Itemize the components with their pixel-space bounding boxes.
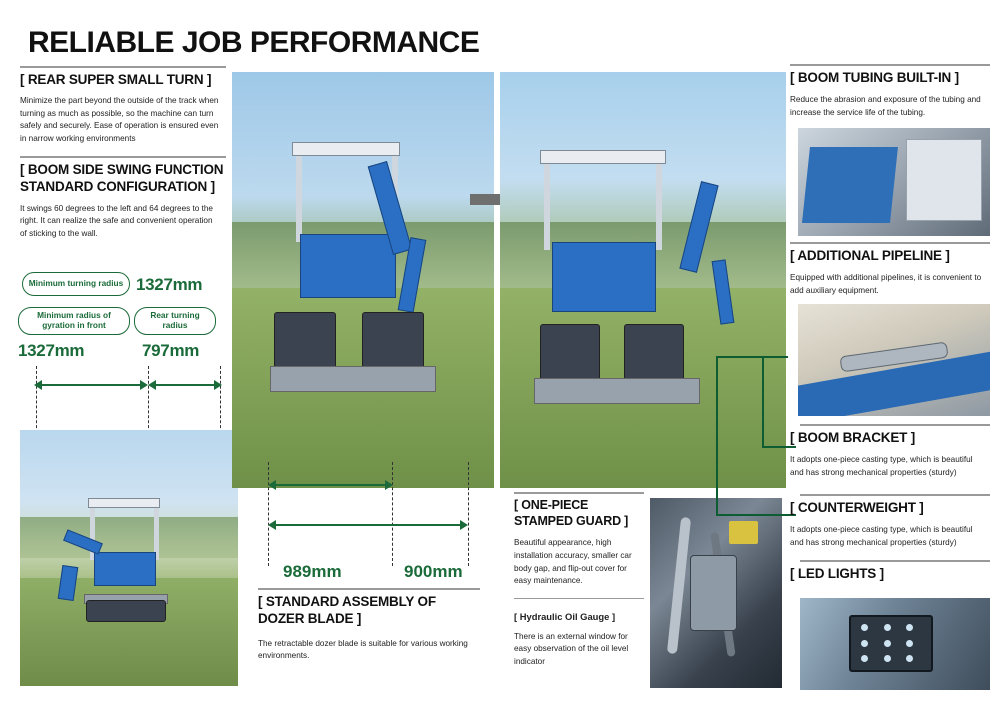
guard-heading: [ ONE-PIECE STAMPED GUARD ] [514,498,629,528]
section-boom-tubing [790,70,990,119]
value-rear-turning-radius: 797mm [142,341,200,360]
excavator-illustration [60,490,210,640]
leader-counterweight-v [716,356,718,516]
boom-tubing-body: Reduce the abrasion and exposure of the tubing and increase the service life of the tubing. [790,94,981,117]
section-led-lights [790,566,990,583]
dim-arrow-989 [268,480,393,490]
divider-oil-gauge [514,598,644,599]
photo-machine-boom-right [500,72,786,488]
dozer-heading: [ STANDARD ASSEMBLY OF DOZER BLADE ] [258,594,436,626]
counterweight-heading: [ COUNTERWEIGHT ] [790,500,924,515]
divider-counterweight [800,494,990,496]
photo-led-lights [800,598,990,690]
center-dim-guide-1 [268,462,269,566]
boom-swing-body: It swings 60 degrees to the left and 64 degrees to the right. It can realize the safe and convenient operation of sticking to the wall. [20,203,213,239]
rear-turn-body: Minimize the part beyond the outside of the track when turning as much as possible, so the machine can turn safely and securely. Ease of operation is ensured even in narrow working environments [20,95,219,143]
label-dimension-900: 900mm [404,562,463,581]
divider-pipeline [790,242,990,244]
excavator-center-illustration [270,142,460,442]
photo-machine-boom-left [232,72,494,488]
center-dim-guide-2 [392,462,393,566]
excavator-right-illustration [540,142,750,442]
guard-body: Beautiful appearance, high installation accuracy, smaller car body gap, and flip-out cover for easy maintenance. [514,538,632,586]
divider-right-top [790,64,990,66]
divider-guard [514,492,644,494]
dim-guide-left-2 [148,366,149,438]
section-dozer-blade [258,594,480,663]
boom-bracket-body: It adopts one-piece casting type, which is beautiful and has strong mechanical properties (sturdy) [790,454,973,477]
photo-engine-compartment [650,498,782,688]
leader-boom-bracket-v [762,356,764,448]
value-minimum-turning-radius: 1327mm [136,275,203,294]
divider-left-mid [20,156,226,158]
section-boom-side-swing [20,162,226,241]
boom-swing-heading: [ BOOM SIDE SWING FUNCTION STANDARD CONFIGURATION ] [20,162,224,194]
rear-turn-heading: [ REAR SUPER SMALL TURN ] [20,72,212,87]
section-boom-bracket [790,430,990,479]
pipeline-body: Equipped with additional pipelines, it is convenient to add auxiliary equipment. [790,272,982,295]
label-dimension-989: 989mm [283,562,342,581]
pill-minimum-turning-radius: Minimum turning radius [22,272,130,296]
led-heading: [ LED LIGHTS ] [790,566,884,581]
counterweight-body: It adopts one-piece casting type, which is beautiful and has strong mechanical properties (sturdy) [790,524,973,547]
value-minimum-radius-of-gyration: 1327mm [18,341,85,360]
oil-gauge-body: There is an external window for easy observation of the oil level indicator [514,631,629,666]
section-additional-pipeline [790,248,990,297]
pill-rear-turning-radius: Rear turning radius [134,307,216,335]
section-rear-super-small-turn [20,72,226,146]
divider-left-top [20,66,226,68]
photo-excavator-front-view [20,430,238,686]
pill-minimum-radius-of-gyration: Minimum radius of gyration in front [18,307,130,335]
photo-boom-tubing [798,128,990,236]
section-one-piece-stamped-guard [514,498,644,588]
leader-counterweight-h [716,514,796,516]
dim-arrow-900 [268,520,468,530]
divider-boom-bracket [800,424,990,426]
divider-led [800,560,990,562]
dim-arrow-gyration [34,380,148,390]
section-counterweight [790,500,990,549]
pipeline-heading: [ ADDITIONAL PIPELINE ] [790,248,950,263]
dim-guide-left-3 [220,366,221,438]
oil-gauge-heading: [ Hydraulic Oil Gauge ] [514,611,616,622]
divider-dozer [258,588,480,590]
dim-arrow-rear [148,380,222,390]
page-title: RELIABLE JOB PERFORMANCE [28,26,480,59]
center-dim-guide-3 [468,462,469,566]
leader-boom-bracket-h [716,356,788,358]
dozer-body: The retractable dozer blade is suitable for various working environments. [258,638,468,661]
boom-bracket-heading: [ BOOM BRACKET ] [790,430,916,445]
section-hydraulic-oil-gauge [514,604,646,669]
boom-tubing-heading: [ BOOM TUBING BUILT-IN ] [790,70,959,85]
photo-additional-pipeline [798,304,990,416]
dim-guide-left-1 [36,366,37,438]
